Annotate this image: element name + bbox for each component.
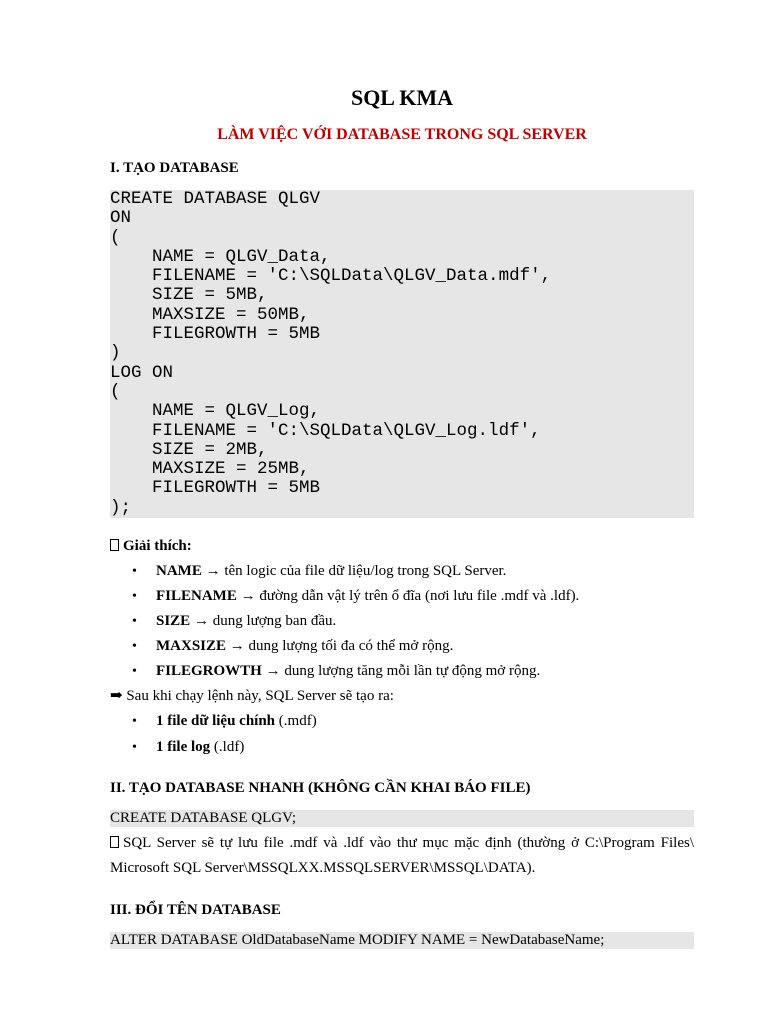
code-line: ) <box>110 343 121 364</box>
section1-heading: I. TẠO DATABASE <box>110 160 239 176</box>
section3-heading: III. ĐỔI TÊN DATABASE <box>110 902 281 918</box>
right-arrow-icon: ➡ <box>110 688 123 704</box>
code-line: CREATE DATABASE QLGV <box>110 189 321 209</box>
arrow-icon: → <box>205 563 221 579</box>
code-line: FILEGROWTH = 5MB <box>110 324 321 345</box>
placeholder-glyph-icon <box>110 539 119 551</box>
result-bold: 1 file log <box>156 739 211 755</box>
code-line: ON <box>110 208 132 229</box>
term: SIZE <box>156 613 191 629</box>
bullet-icon: • <box>132 664 137 679</box>
term-desc: tên logic của file dữ liệu/log trong SQL Server. <box>224 563 507 579</box>
result-rest: (.mdf) <box>278 713 317 729</box>
rename-database-code: ALTER DATABASE OldDatabaseName MODIFY NAME = NewDatabaseName; <box>110 932 694 949</box>
list-item <box>132 586 579 607</box>
page-subtitle: LÀM VIỆC VỚI DATABASE TRONG SQL SERVER <box>217 126 587 143</box>
section2-note <box>110 831 694 881</box>
term: NAME <box>156 563 202 579</box>
bullet-icon: • <box>132 614 137 629</box>
create-database-quick-code: CREATE DATABASE QLGV; <box>110 810 694 827</box>
term: MAXSIZE <box>156 638 227 654</box>
code-line: NAME = QLGV_Data, <box>110 246 331 267</box>
create-database-code-block <box>110 190 694 518</box>
code-line: SIZE = 5MB, <box>110 285 268 306</box>
code-line: FILENAME = 'C:\SQLData\QLGV_Data.mdf', <box>110 266 552 287</box>
arrow-icon: → <box>240 588 256 604</box>
list-item <box>132 561 506 582</box>
explain-heading <box>110 536 192 556</box>
list-item <box>132 661 540 682</box>
list-item <box>132 611 336 632</box>
note-text: SQL Server sẽ tự lưu file .mdf và .ldf vào thư mục mặc định (thường ở C:\Program Files\ Microsoft SQL Server\MSSQLXX.MSSQLSERVER\MSSQL\DATA). <box>110 835 694 876</box>
list-item <box>132 636 453 657</box>
placeholder-glyph-icon <box>110 836 119 848</box>
bullet-icon: • <box>132 589 137 604</box>
result-text: Sau khi chạy lệnh này, SQL Server sẽ tạo ra: <box>126 688 394 704</box>
bullet-icon: • <box>132 714 137 729</box>
code-line: ( <box>110 381 121 402</box>
term: FILENAME <box>156 588 237 604</box>
code-line: FILEGROWTH = 5MB <box>110 478 321 499</box>
term: FILEGROWTH <box>156 663 262 679</box>
bullet-icon: • <box>132 740 137 755</box>
list-item <box>132 737 244 758</box>
term-desc: dung lượng ban đầu. <box>212 613 337 629</box>
arrow-icon: → <box>193 613 209 629</box>
term-desc: dung lượng tăng mỗi lần tự động mở rộng. <box>284 663 541 679</box>
arrow-icon: → <box>265 663 281 679</box>
result-bold: 1 file dữ liệu chính <box>156 713 276 729</box>
list-item <box>132 711 317 732</box>
section2-heading: II. TẠO DATABASE NHANH (KHÔNG CẦN KHAI BÁO FILE) <box>110 780 531 796</box>
result-intro <box>110 686 394 706</box>
code-line: MAXSIZE = 25MB, <box>110 459 310 480</box>
code-line: LOG ON <box>110 362 174 383</box>
page-title: SQL KMA <box>350 85 454 110</box>
term-desc: đường dẫn vật lý trên ổ đĩa (nơi lưu file .mdf và .ldf). <box>259 588 580 604</box>
bullet-icon: • <box>132 639 137 654</box>
code-line: MAXSIZE = 50MB, <box>110 304 310 325</box>
result-rest: (.ldf) <box>213 739 245 755</box>
bullet-icon: • <box>132 564 137 579</box>
term-desc: dung lượng tối đa có thể mở rộng. <box>248 638 454 654</box>
arrow-icon: → <box>229 638 245 654</box>
code-line: FILENAME = 'C:\SQLData\QLGV_Log.ldf', <box>110 420 541 441</box>
code-line: ); <box>110 497 132 518</box>
code-line: NAME = QLGV_Log, <box>110 401 321 422</box>
code-line: SIZE = 2MB, <box>110 439 268 460</box>
explain-label: Giải thích: <box>123 538 192 554</box>
code-line: ( <box>110 227 121 248</box>
